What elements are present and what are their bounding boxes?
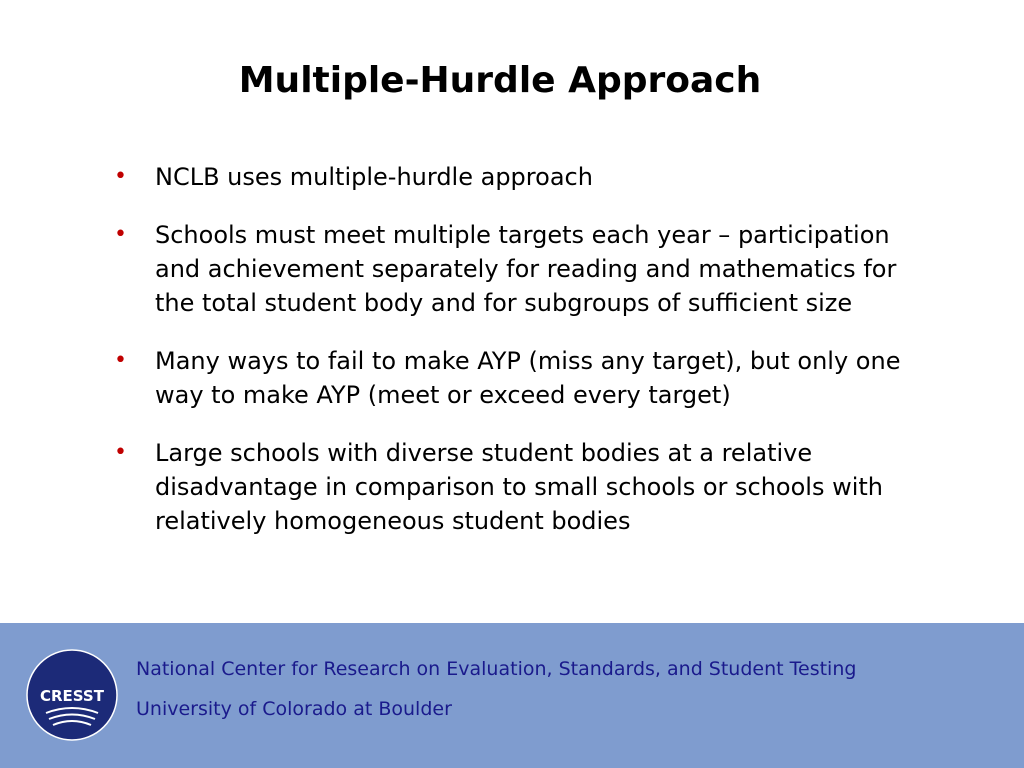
bullet-text: Many ways to fail to make AYP (miss any target), but only one way to make AYP (meet or exceed every target) (155, 347, 901, 409)
footer-university: University of Colorado at Boulder (136, 698, 452, 720)
bullet-text: Schools must meet multiple targets each year – participation and achievement separately for reading and mathematics for the total student body and for subgroups of sufficient size (155, 221, 897, 317)
footer-band (0, 623, 1024, 768)
bullet-item (112, 218, 942, 320)
bullet-marker: • (114, 164, 127, 189)
cresst-logo-icon (26, 649, 118, 741)
bullet-item (112, 160, 942, 194)
bullet-item (112, 344, 942, 412)
bullet-marker: • (114, 348, 127, 373)
slide-title: Multiple-Hurdle Approach (238, 60, 762, 101)
bullet-marker: • (114, 222, 127, 247)
logo-text: CRESST (40, 687, 104, 705)
bullet-marker: • (114, 440, 127, 465)
bullet-text: Large schools with diverse student bodies at a relative disadvantage in comparison to small schools or schools with relatively homogeneous student bodies (155, 439, 884, 535)
bullet-text: NCLB uses multiple-hurdle approach (155, 163, 593, 191)
bullet-item (112, 436, 942, 538)
footer-organization: National Center for Research on Evaluation, Standards, and Student Testing (136, 658, 857, 680)
bullet-list (112, 160, 942, 562)
